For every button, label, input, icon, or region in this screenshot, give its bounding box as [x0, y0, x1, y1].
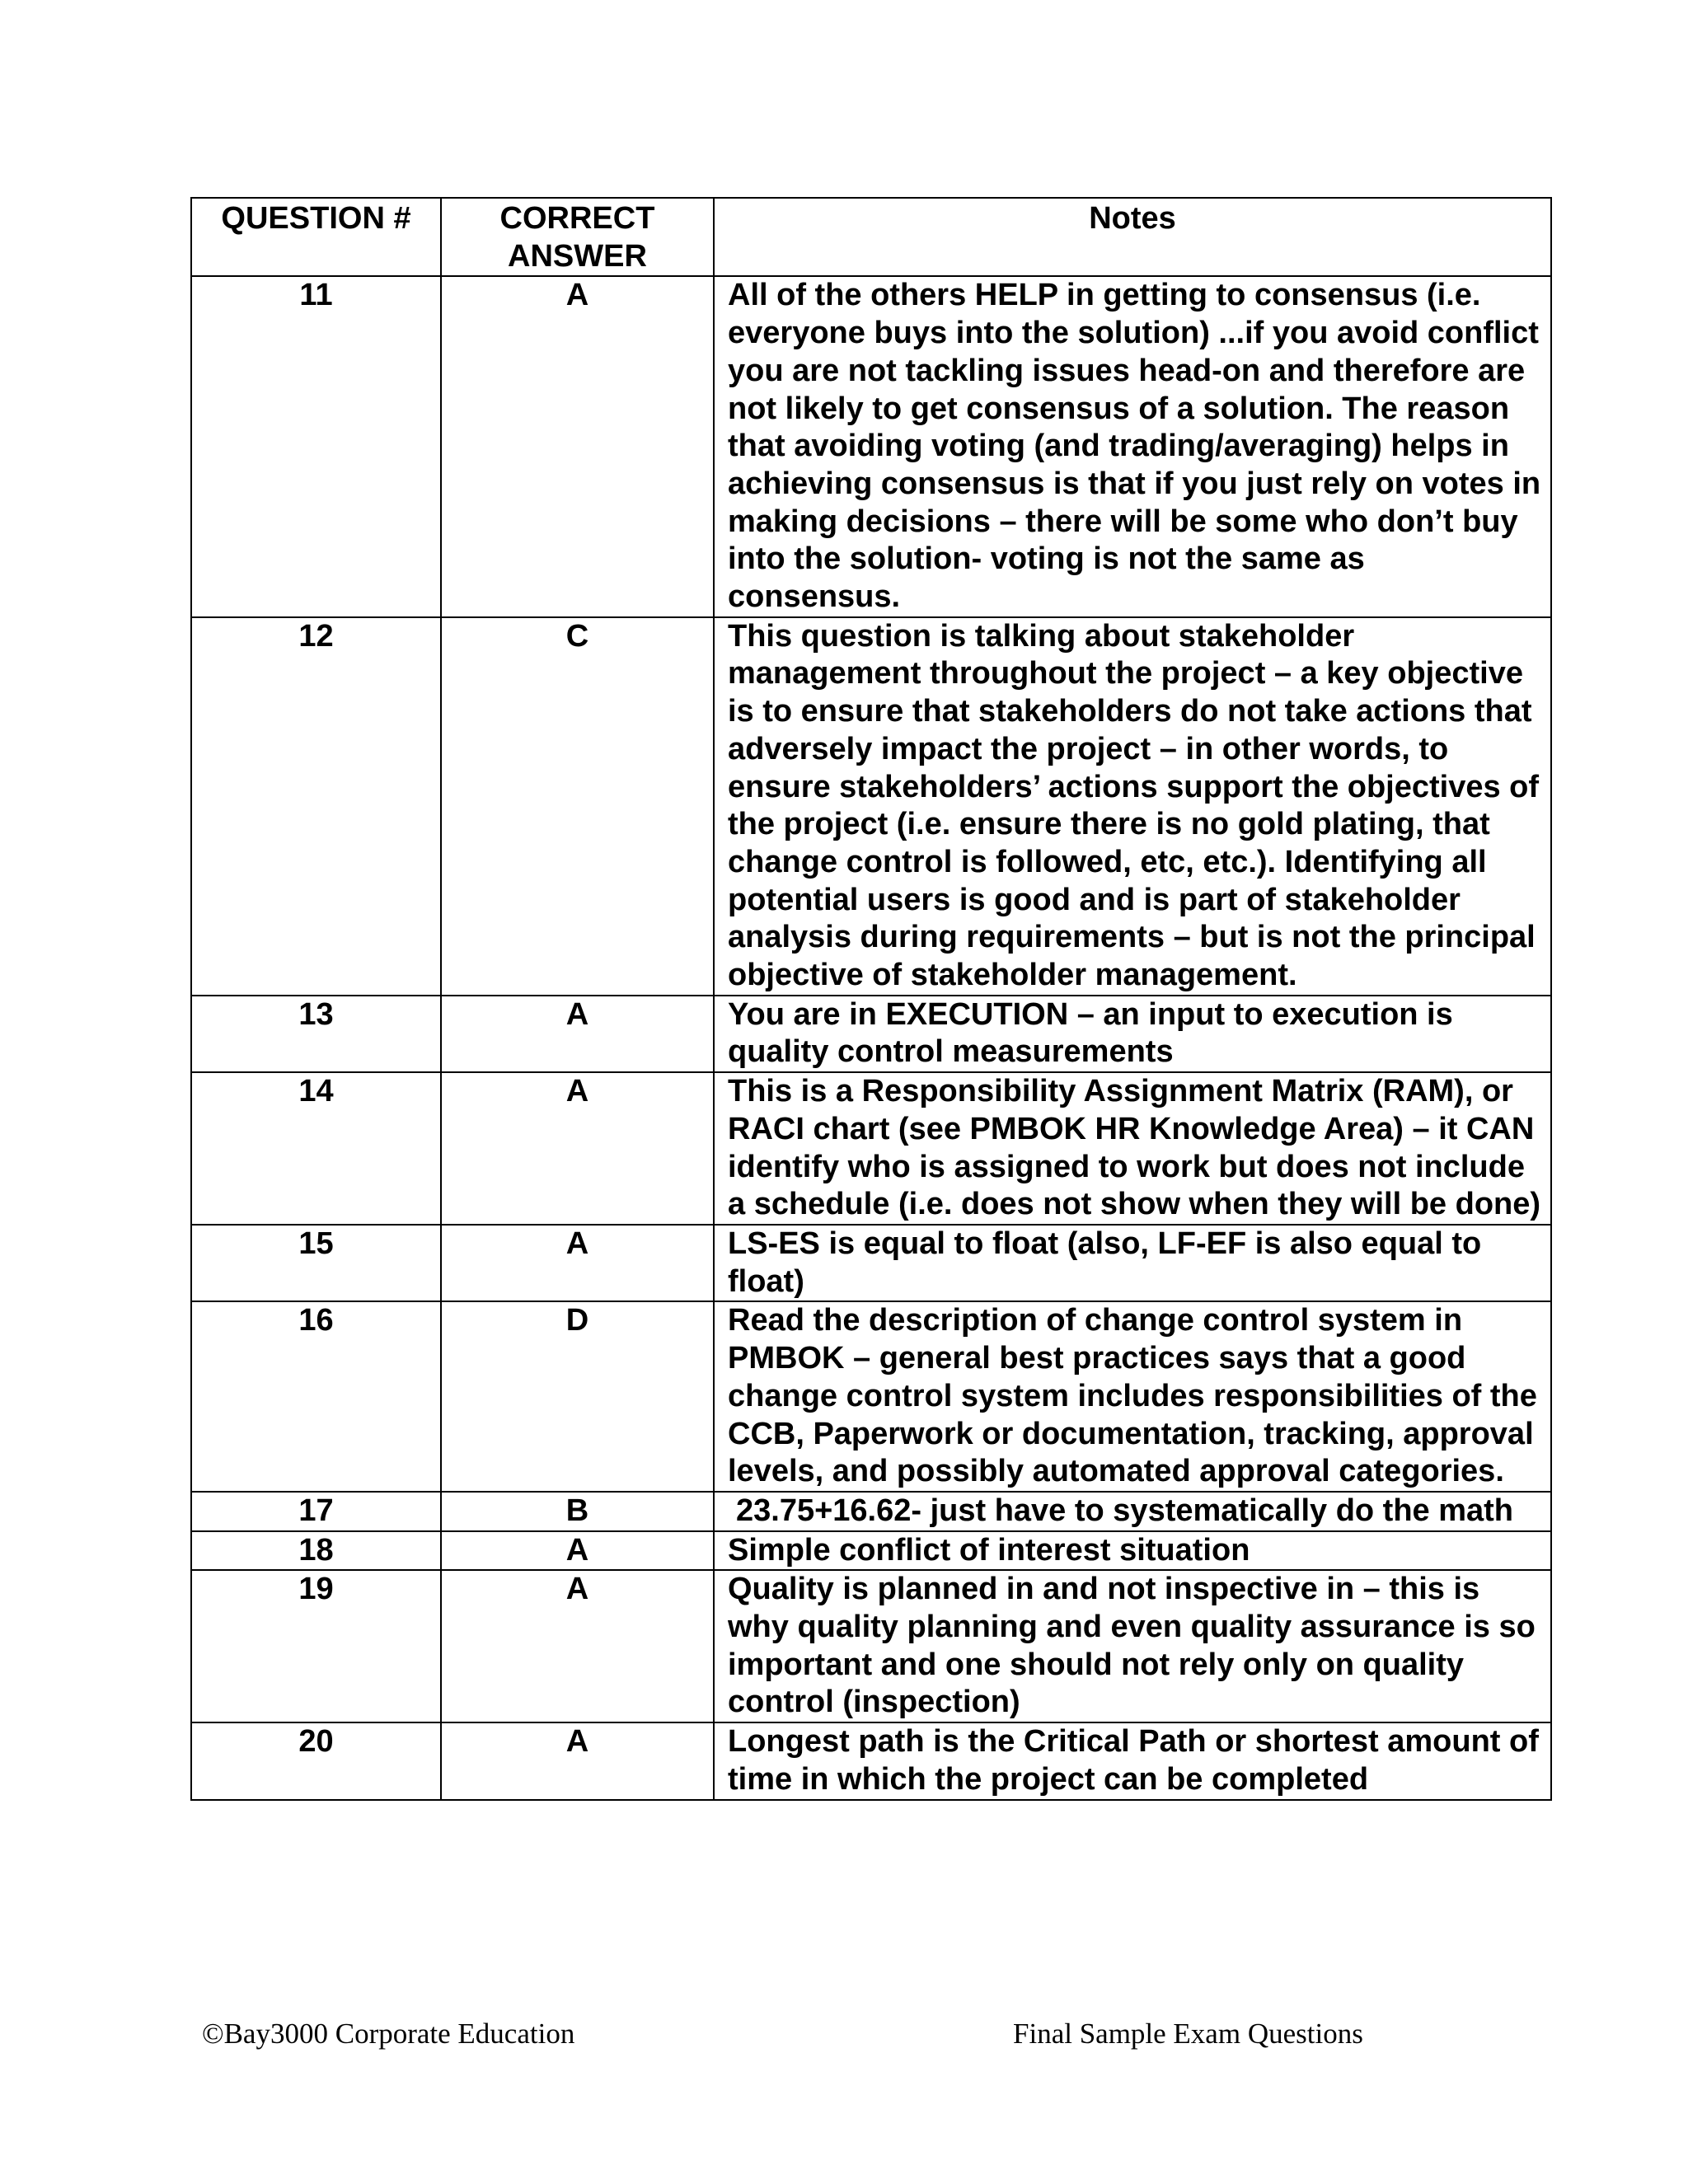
notes-cell: This question is talking about stakeholder management throughout the project – a key objective is to ensure that stakeholders do not take actions that adversely impact the project – in other words, to ensure stakeholders’ actions support the objectives of the project (i.e. ensure there is no gold plating, that change control is followed, etc, etc.). Identifying all potential users is good and is part of stakeholder analysis during requirements – but is not the principal objective of stakeholder management.	[714, 617, 1551, 996]
correct-answer-header-line1: CORRECT	[499, 201, 655, 236]
notes-cell: You are in EXECUTION – an input to execution is quality control measurements	[714, 996, 1551, 1072]
notes-cell: Read the description of change control system in PMBOK – general best practices says that a good change control system includes responsibilities of the CCB, Paperwork or documentation, tracking, approval levels, and possibly automated approval categories.	[714, 1301, 1551, 1492]
correct-answer-cell: B	[441, 1492, 714, 1531]
notes-cell: LS-ES is equal to float (also, LF-EF is also equal to float)	[714, 1225, 1551, 1301]
table-row	[191, 1570, 1551, 1722]
table-body	[191, 276, 1551, 1799]
correct-answer-cell: A	[441, 276, 714, 616]
correct-answer-cell: A	[441, 1722, 714, 1799]
question-number-cell: 16	[191, 1301, 441, 1492]
notes-cell: All of the others HELP in getting to consensus (i.e. everyone buys into the solution) ...if you avoid conflict you are not tackling issues head-on and therefore are not likely to get consensus of a solution. The reason that avoiding voting (and trading/averaging) helps in achieving consensus is that if you just rely on votes in making decisions – there will be some who don’t buy into the solution- voting is not the same as consensus.	[714, 276, 1551, 616]
correct-answer-cell: C	[441, 617, 714, 996]
footer-document-title: Final Sample Exam Questions	[1013, 2018, 1363, 2050]
correct-answer-cell: D	[441, 1301, 714, 1492]
question-number-cell: 19	[191, 1570, 441, 1722]
table-row	[191, 1722, 1551, 1799]
question-number-cell: 17	[191, 1492, 441, 1531]
table-row	[191, 1072, 1551, 1225]
notes-cell: 23.75+16.62- just have to systematically do the math	[714, 1492, 1551, 1531]
correct-answer-cell: A	[441, 1570, 714, 1722]
question-number-cell: 14	[191, 1072, 441, 1225]
question-number-cell: 18	[191, 1531, 441, 1571]
header-row	[191, 198, 1551, 276]
table-row	[191, 617, 1551, 996]
question-number-cell: 11	[191, 276, 441, 616]
notes-cell: Longest path is the Critical Path or shortest amount of time in which the project can be completed	[714, 1722, 1551, 1799]
correct-answer-cell: A	[441, 1531, 714, 1571]
question-number-cell: 20	[191, 1722, 441, 1799]
correct-answer-header-line2: ANSWER	[508, 238, 647, 274]
correct-answer-header	[441, 198, 714, 276]
table-row	[191, 1531, 1551, 1571]
answer-key-table	[190, 197, 1552, 1801]
notes-cell: This is a Responsibility Assignment Matrix (RAM), or RACI chart (see PMBOK HR Knowledge Area) – it CAN identify who is assigned to work but does not include a schedule (i.e. does not show when they will be done)	[714, 1072, 1551, 1225]
question-number-cell: 12	[191, 617, 441, 996]
footer-copyright: ©Bay3000 Corporate Education	[202, 2018, 575, 2050]
correct-answer-cell: A	[441, 1225, 714, 1301]
notes-cell: Simple conflict of interest situation	[714, 1531, 1551, 1571]
question-number-cell: 13	[191, 996, 441, 1072]
notes-cell: Quality is planned in and not inspective in – this is why quality planning and even quality assurance is so important and one should not rely only on quality control (inspection)	[714, 1570, 1551, 1722]
table-header	[191, 198, 1551, 276]
table-row	[191, 276, 1551, 616]
table-row	[191, 1301, 1551, 1492]
question-number-cell: 15	[191, 1225, 441, 1301]
table-row	[191, 1225, 1551, 1301]
table-row	[191, 996, 1551, 1072]
correct-answer-cell: A	[441, 996, 714, 1072]
question-number-header: QUESTION #	[191, 198, 441, 276]
table-row	[191, 1492, 1551, 1531]
correct-answer-cell: A	[441, 1072, 714, 1225]
notes-header: Notes	[714, 198, 1551, 276]
